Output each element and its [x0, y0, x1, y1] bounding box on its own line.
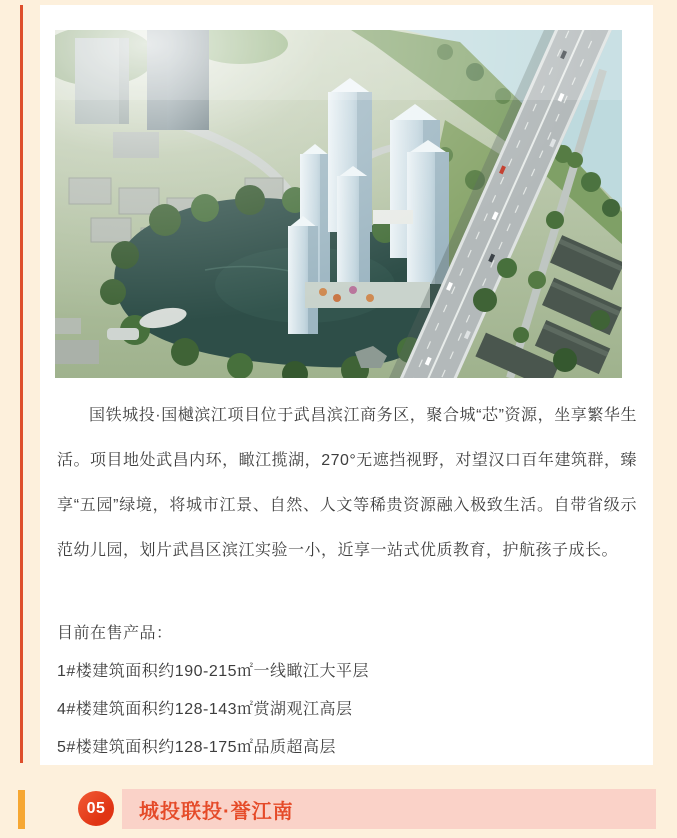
section-title-bar	[122, 789, 656, 829]
section-accent-bar	[18, 790, 25, 829]
left-accent-rule	[20, 5, 23, 763]
product-item: 4#楼建筑面积约128-143㎡赏湖观江高层	[57, 701, 353, 718]
section-title: 城投联投·誉江南	[139, 800, 294, 823]
section-number-badge: 05	[78, 791, 114, 826]
products-heading: 目前在售产品：	[57, 625, 173, 642]
article-card	[40, 5, 653, 765]
project-description-paragraph: 国铁城投·国樾滨江项目位于武昌滨江商务区，聚合城“芯”资源，坐享繁华生活。项目地处武昌内环，瞰江揽湖，270°无遮挡视野，对望汉口百年建筑群，臻享“五园”绿境，将城市江景、自然、人文等稀贵资源融入极致生活。自带省级示范幼儿园，划片武昌区滨江实验一小，近享一站式优质教育，护航孩子成长。	[57, 407, 637, 559]
products-list	[57, 615, 637, 767]
next-section-header	[0, 778, 677, 838]
project-description	[57, 393, 637, 573]
hero-image	[55, 30, 622, 378]
aerial-render-graphic	[55, 30, 622, 378]
product-item: 5#楼建筑面积约128-175㎡品质超高层	[57, 739, 337, 756]
product-item: 1#楼建筑面积约190-215㎡一线瞰江大平层	[57, 663, 370, 680]
